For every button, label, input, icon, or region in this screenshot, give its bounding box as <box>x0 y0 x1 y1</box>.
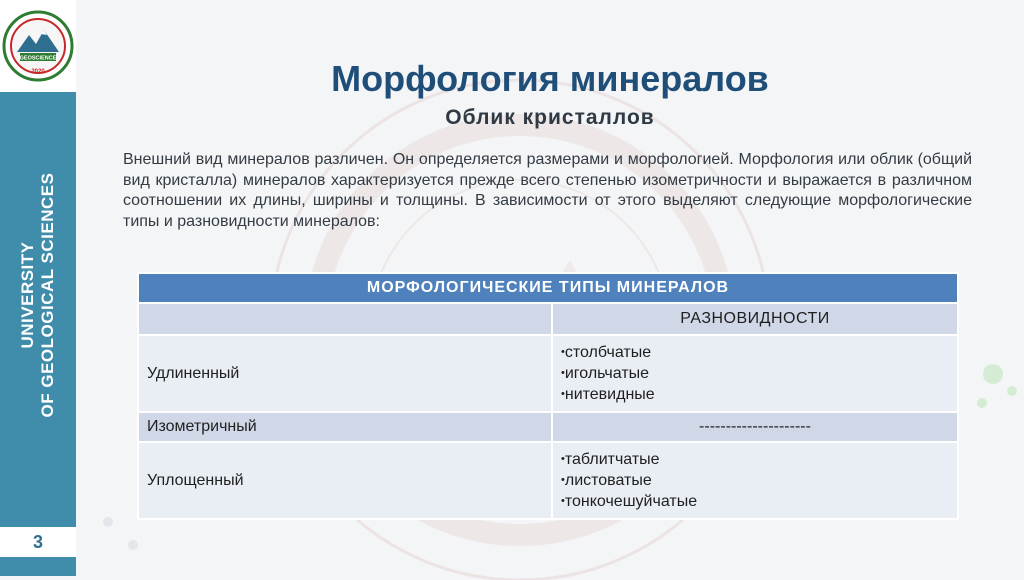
varieties-cell <box>552 335 958 412</box>
type-cell: Уплощенный <box>138 442 552 519</box>
type-cell: Изометричный <box>138 412 552 442</box>
university-line-1: UNIVERSITY <box>18 241 37 349</box>
table-title: МОРФОЛОГИЧЕСКИЕ ТИПЫ МИНЕРАЛОВ <box>138 273 958 303</box>
table-row <box>138 442 958 519</box>
list-item: •таблитчатые <box>561 451 660 468</box>
university-line-2: OF GEOLOGICAL SCIENCES <box>38 172 57 418</box>
page-title: Морфология минералов <box>331 58 769 99</box>
page-number: 3 <box>0 527 76 557</box>
list-item: •тонкочешуйчатые <box>561 493 698 510</box>
varieties-cell <box>552 442 958 519</box>
list-item: •листоватые <box>561 472 652 489</box>
decor-dot <box>128 540 138 550</box>
logo-box <box>0 0 76 92</box>
morphology-table <box>137 272 959 520</box>
list-item: •нитевидные <box>561 386 655 403</box>
decor-dot <box>977 398 987 408</box>
university-logo <box>1 2 75 90</box>
sidebar <box>0 0 76 576</box>
type-cell: Удлиненный <box>138 335 552 412</box>
intro-paragraph: Внешний вид минералов различен. Он определяется размерами и морфологией. Морфология или облик (общий вид кристалла) минералов характеризуется прежде всего степенью изометричности и выражается в различном соотношении их длины, ширины и толщины. В зависимости от этого выделяют следующие морфологические типы и разновидности минералов: <box>123 151 972 230</box>
table-header-empty <box>138 303 552 335</box>
table-row <box>138 412 958 442</box>
decor-dot <box>1007 386 1017 396</box>
list-item: •игольчатые <box>561 365 650 382</box>
svg-text:GEOSCIENCE: GEOSCIENCE <box>19 55 57 62</box>
svg-text:2020: 2020 <box>31 69 45 75</box>
decor-dot <box>103 517 113 527</box>
table-row <box>138 335 958 412</box>
list-item: •столбчатые <box>561 344 652 361</box>
decor-dot <box>983 364 1003 384</box>
page-subtitle: Облик кристаллов <box>445 106 655 129</box>
varieties-cell: --------------------- <box>552 412 958 442</box>
table-header-varieties: РАЗНОВИДНОСТИ <box>552 303 958 335</box>
university-name <box>18 173 58 418</box>
